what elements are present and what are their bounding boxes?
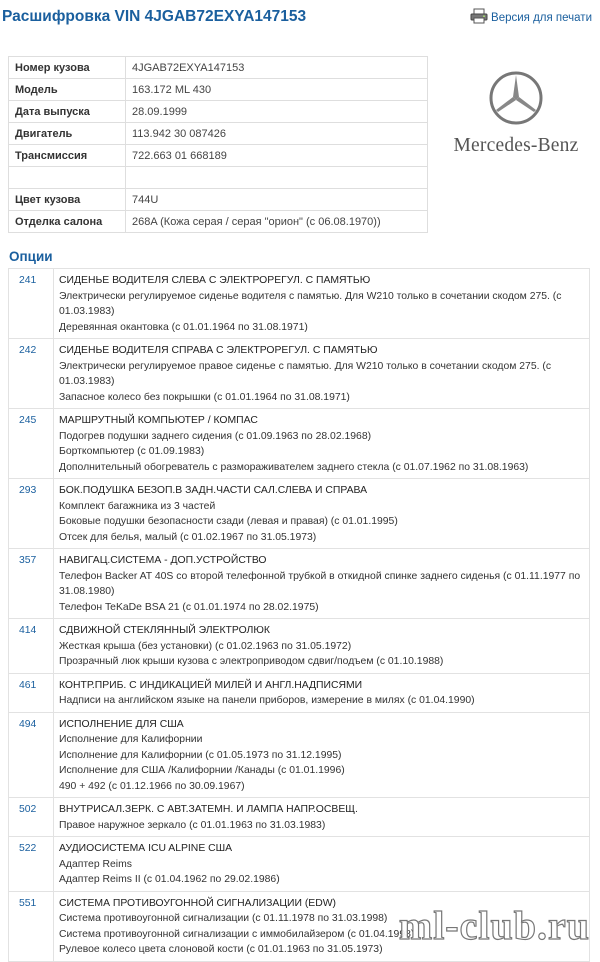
option-code[interactable]: 357	[9, 549, 54, 619]
option-detail: Рулевое колесо цвета слоновой кости (с 01.01.1963 по 31.05.1973)	[59, 944, 383, 955]
vehicle-info-label: Дата выпуска	[9, 101, 126, 123]
mercedes-star-icon	[488, 70, 544, 126]
page-title: Расшифровка VIN 4JGAB72EXYA147153	[2, 8, 307, 25]
vehicle-info-row	[9, 101, 428, 123]
option-description	[54, 479, 590, 549]
option-detail: Правое наружное зеркало (с 01.01.1963 по 31.03.1983)	[59, 819, 326, 831]
option-row	[9, 479, 590, 549]
vehicle-info-value: 268A (Кожа серая / серая "орион" (с 06.08.1970))	[126, 211, 428, 233]
printer-icon	[470, 8, 488, 24]
option-detail: Деревянная окантовка (с 01.01.1964 по 31.08.1971)	[59, 321, 308, 333]
option-row	[9, 837, 590, 892]
vehicle-info-value: 4JGAB72EXYA147153	[126, 57, 428, 79]
option-row	[9, 269, 590, 339]
vehicle-info-row	[9, 167, 428, 189]
print-version-link[interactable]	[470, 8, 592, 24]
option-detail: Исполнение для Калифорнии	[59, 734, 203, 745]
option-description	[54, 339, 590, 409]
option-code[interactable]: 293	[9, 479, 54, 549]
option-title: ИСПОЛНЕНИЕ ДЛЯ США	[59, 718, 184, 730]
option-title: СДВИЖНОЙ СТЕКЛЯННЫЙ ЭЛЕКТРОЛЮК	[59, 625, 270, 636]
option-detail: Исполнение для США /Калифорнии /Канады (с 01.01.1996)	[59, 765, 345, 776]
vehicle-info-value: 163.172 ML 430	[126, 79, 428, 101]
vehicle-info-label: Трансмиссия	[9, 145, 126, 167]
option-row	[9, 798, 590, 837]
option-title: КОНТР.ПРИБ. С ИНДИКАЦИЕЙ МИЛЕЙ И АНГЛ.НАДПИСЯМИ	[59, 679, 363, 691]
option-code[interactable]: 522	[9, 837, 54, 892]
option-code[interactable]: 461	[9, 673, 54, 712]
vehicle-info-row	[9, 57, 428, 79]
option-detail: 490 + 492 (с 01.12.1966 по 30.09.1967)	[59, 780, 245, 792]
option-title: ВНУТРИСАЛ.ЗЕРК. С АВТ.ЗАТЕМН. И ЛАМПА НАПР.ОСВЕЩ.	[59, 804, 358, 815]
option-title: СИСТЕМА ПРОТИВОУГОННОЙ СИГНАЛИЗАЦИИ (EDW)	[59, 897, 336, 909]
option-description	[54, 798, 590, 837]
option-row	[9, 549, 590, 619]
vehicle-info-table	[8, 56, 428, 233]
vehicle-info-label: Номер кузова	[9, 57, 126, 79]
option-detail: Подогрев подушки заднего сидения (с 01.09.1963 по 28.02.1968)	[59, 430, 372, 442]
option-detail: Прозрачный люк крыши кузова с электроприводом сдвиг/подъем (с 01.10.1988)	[59, 656, 444, 667]
option-detail: Боковые подушки безопасности сзади (левая и правая) (с 01.01.1995)	[59, 516, 398, 527]
option-description	[54, 409, 590, 479]
option-row	[9, 339, 590, 409]
option-detail: Электрически регулируемое сиденье водителя с памятью. Для W210 только в сочетании скодом 275. (с 01.03.1983)	[59, 290, 562, 317]
option-row	[9, 619, 590, 674]
option-title: НАВИГАЦ.СИСТЕМА - ДОП.УСТРОЙСТВО	[59, 555, 267, 566]
option-code[interactable]: 551	[9, 891, 54, 961]
option-title: БОК.ПОДУШКА БЕЗОП.В ЗАДН.ЧАСТИ САЛ.СЛЕВА И СПРАВА	[59, 485, 368, 496]
option-row	[9, 712, 590, 798]
vehicle-info-row	[9, 123, 428, 145]
option-detail: Комплект багажника из 3 частей	[59, 500, 216, 512]
option-row	[9, 673, 590, 712]
brand-logo	[436, 70, 596, 157]
option-detail: Жесткая крыша (без установки) (с 01.02.1963 по 31.05.1972)	[59, 640, 352, 652]
option-title: СИДЕНЬЕ ВОДИТЕЛЯ СПРАВА С ЭЛЕКТРОРЕГУЛ. С ПАМЯТЬЮ	[59, 345, 378, 356]
vehicle-info-value: 744U	[126, 189, 428, 211]
options-table	[8, 268, 590, 962]
options-heading: Опции	[9, 249, 53, 264]
option-detail: Электрически регулируемое правое сиденье с памятью. Для W210 только в сочетании скодом 275. (с 01.03.1983)	[59, 360, 552, 387]
vehicle-info-label: Отделка салона	[9, 211, 126, 233]
option-code[interactable]: 242	[9, 339, 54, 409]
option-description	[54, 673, 590, 712]
vehicle-info-value	[126, 167, 428, 189]
option-detail: Исполнение для Калифорнии (с 01.05.1973 по 31.12.1995)	[59, 749, 342, 761]
option-detail: Адаптер Reims II (с 01.04.1962 по 29.02.1986)	[59, 874, 280, 885]
option-detail: Адаптер Reims	[59, 858, 132, 870]
option-detail: Отсек для белья, малый (с 01.02.1967 по 31.05.1973)	[59, 531, 317, 543]
option-code[interactable]: 245	[9, 409, 54, 479]
option-detail: Надписи на английском языке на панели приборов, измерение в милях (с 01.04.1990)	[59, 695, 475, 706]
option-description	[54, 837, 590, 892]
option-description	[54, 619, 590, 674]
print-version-label: Версия для печати	[491, 12, 592, 24]
vehicle-info-row	[9, 211, 428, 233]
option-row	[9, 409, 590, 479]
vehicle-info-label	[9, 167, 126, 189]
option-description	[54, 712, 590, 798]
vehicle-info-row	[9, 79, 428, 101]
option-title: СИДЕНЬЕ ВОДИТЕЛЯ СЛЕВА С ЭЛЕКТРОРЕГУЛ. С ПАМЯТЬЮ	[59, 275, 371, 286]
option-title: МАРШРУТНЫЙ КОМПЬЮТЕР / КОМПАС	[59, 415, 258, 426]
brand-name: Mercedes-Benz	[453, 135, 579, 156]
option-description	[54, 269, 590, 339]
option-detail: Телефон TeKaDe BSA 21 (с 01.01.1974 по 28.02.1975)	[59, 601, 319, 613]
vehicle-info-row	[9, 145, 428, 167]
option-code[interactable]: 241	[9, 269, 54, 339]
vehicle-info-label: Модель	[9, 79, 126, 101]
option-code[interactable]: 502	[9, 798, 54, 837]
vehicle-info-label: Цвет кузова	[9, 189, 126, 211]
vehicle-info-label: Двигатель	[9, 123, 126, 145]
option-detail: Борткомпьютер (с 01.09.1983)	[59, 446, 205, 457]
watermark: ml-club.ru	[398, 903, 590, 948]
vehicle-info-row	[9, 189, 428, 211]
option-code[interactable]: 494	[9, 712, 54, 798]
vehicle-info-value: 28.09.1999	[126, 101, 428, 123]
vehicle-info-value: 722.663 01 668189	[126, 145, 428, 167]
option-title: АУДИОСИСТЕМА ICU ALPINE США	[59, 843, 233, 854]
option-detail: Дополнительный обогреватель с размораживателем заднего стекла (с 01.07.1962 по 31.08.1963)	[59, 461, 529, 473]
option-detail: Запасное колесо без покрышки (с 01.01.1964 по 31.08.1971)	[59, 391, 350, 403]
option-code[interactable]: 414	[9, 619, 54, 674]
option-detail: Телефон Backer AT 40S со второй телефонной трубкой в откидной спинке заднего сиденья (с 01.11.1977 по 31.08.1980)	[59, 570, 581, 597]
option-detail: Система противоугонной сигнализации (с 01.11.1978 по 31.03.1998)	[59, 913, 388, 924]
option-detail: Система противоугонной сигнализации с иммобилайзером (с 01.04.1998)	[59, 928, 415, 940]
page-header	[0, 0, 600, 40]
option-description	[54, 549, 590, 619]
vehicle-info-value: 113.942 30 087426	[126, 123, 428, 145]
